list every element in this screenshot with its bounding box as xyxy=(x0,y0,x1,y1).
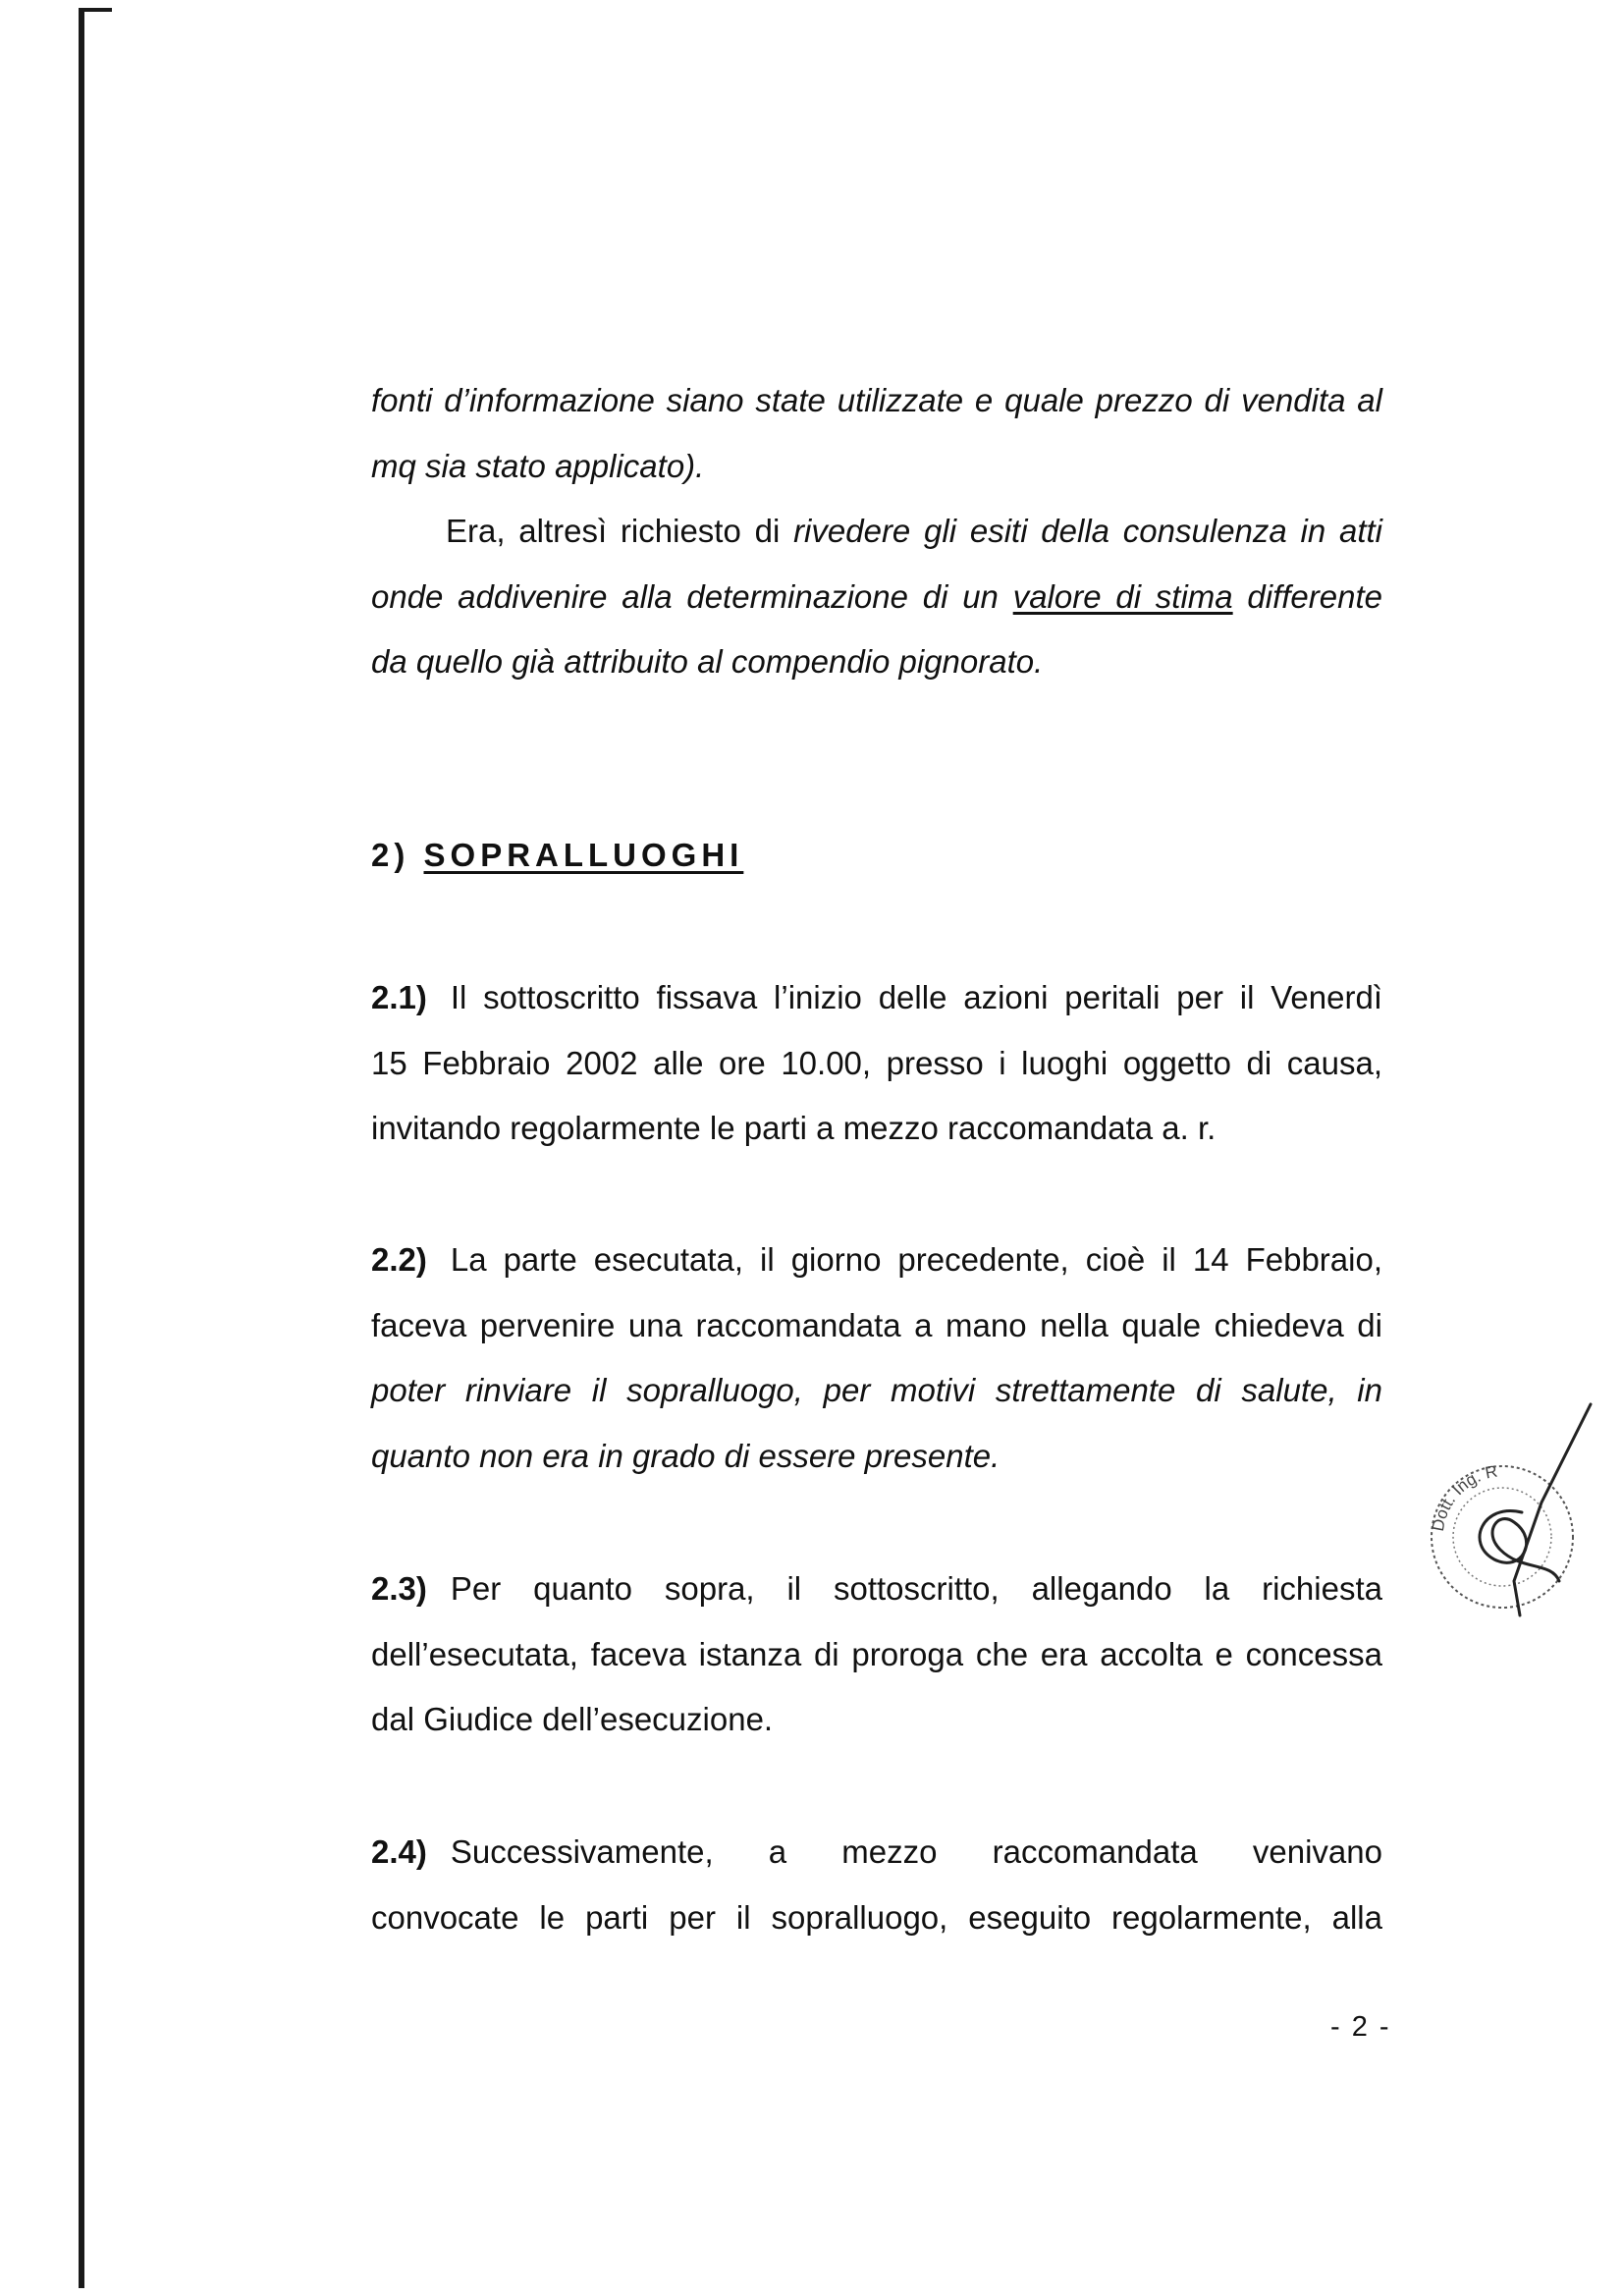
list-item xyxy=(371,965,1382,1162)
item-line: poter rinviare il sopralluogo, per motivi strettamente di salute, in xyxy=(371,1372,1382,1408)
text-run: rivedere gli esiti della consulenza in atti xyxy=(793,513,1383,549)
intro-line: fonti d’informazione siano state utilizzate e quale prezzo di vendita al xyxy=(371,382,1382,418)
section-number: 2) xyxy=(371,837,410,873)
text-run: Per quanto sopra, il sottoscritto, allegando la richiesta xyxy=(450,1570,1382,1607)
item-line xyxy=(371,1228,1382,1293)
item-line xyxy=(371,1820,1382,1886)
signature xyxy=(1480,1404,1591,1615)
scan-edge-tick xyxy=(79,8,112,12)
item-line: dal Giudice dell’esecuzione. xyxy=(371,1701,774,1737)
item-line: 15 Febbraio 2002 alle ore 10.00, presso i luoghi oggetto di causa, xyxy=(371,1044,1382,1081)
intro-line: mq sia stato applicato). xyxy=(371,447,705,484)
svg-text:Dott. Ing. R xyxy=(1429,1462,1499,1533)
seal-lettering: Dott. Ing. R xyxy=(1428,1461,1499,1533)
item-line: convocate le parti per il sopralluogo, eseguito regolarmente, alla xyxy=(371,1898,1382,1936)
item-line xyxy=(371,965,1382,1031)
item-number: 2.2) xyxy=(371,1241,427,1278)
item-line: quanto non era in grado di essere presente. xyxy=(371,1437,1000,1474)
text-run: Il sottoscritto fissava l’inizio delle azioni peritali per il Venerdì xyxy=(450,979,1382,1015)
item-number: 2.1) xyxy=(371,979,427,1015)
page-number: - 2 - xyxy=(1330,2011,1391,2043)
intro-paragraph xyxy=(371,368,1382,695)
item-line xyxy=(371,1557,1382,1622)
section-heading xyxy=(371,837,743,874)
intro-line xyxy=(371,499,1382,565)
list-item xyxy=(371,1820,1382,1950)
item-number: 2.4) xyxy=(371,1833,427,1870)
item-line: faceva pervenire una raccomandata a mano nella quale chiedeva di xyxy=(371,1306,1382,1343)
item-line: dell’esecutata, faceva istanza di proroga che era accolta e concessa xyxy=(371,1635,1382,1672)
item-line: invitando regolarmente le parti a mezzo raccomandata a. r. xyxy=(371,1110,1216,1146)
underlined-text: valore di stima xyxy=(1012,577,1233,615)
text-run: onde addivenire alla determinazione di un xyxy=(371,577,1013,615)
intro-line: da quello già attribuito al compendio pignorato. xyxy=(371,643,1044,680)
item-number: 2.3) xyxy=(371,1570,427,1607)
text-run: La parte esecutata, il giorno precedente, cioè il 14 Febbraio, xyxy=(450,1241,1382,1278)
section-title: SOPRALLUOGHI xyxy=(423,837,744,873)
list-item xyxy=(371,1228,1382,1489)
intro-line xyxy=(371,565,1382,630)
list-item xyxy=(371,1557,1382,1753)
text-run: Era, altresì richiesto di xyxy=(446,513,794,549)
scan-edge-bar xyxy=(79,8,84,2288)
seal-stamp xyxy=(1404,1385,1600,1630)
text-run: Successivamente, a mezzo raccomandata venivano xyxy=(450,1833,1382,1870)
text-run: differente xyxy=(1232,577,1382,615)
